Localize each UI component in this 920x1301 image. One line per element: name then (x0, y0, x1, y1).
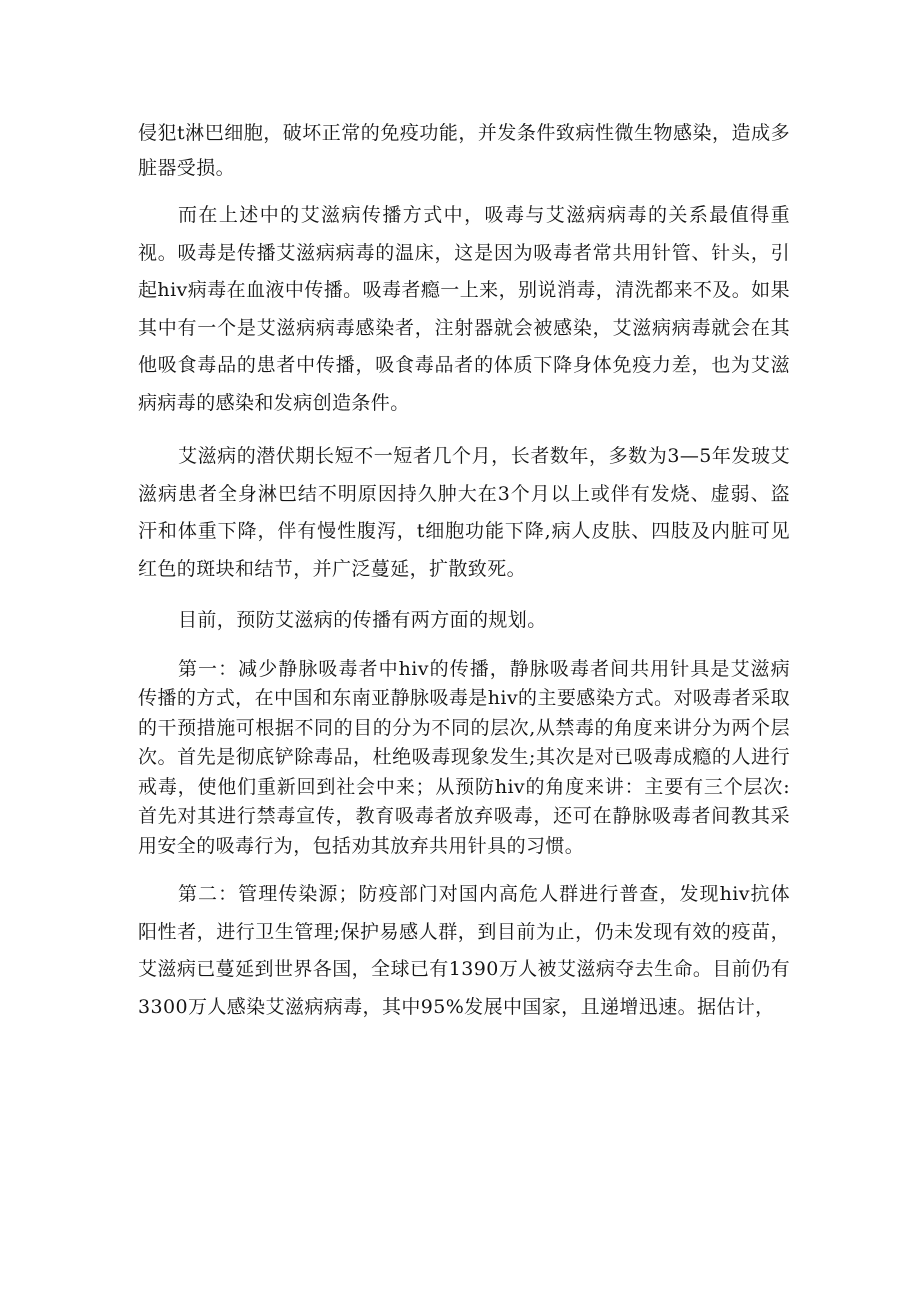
paragraph-4: 目前，预防艾滋病的传播有两方面的规划。 (178, 609, 547, 631)
paragraph-1: 侵犯t淋巴细胞，破坏正常的免疫功能，并发条件致病性微生物感染，造成多脏器受损。 (138, 122, 790, 179)
paragraph-3: 艾滋病的潜伏期长短不一短者几个月，长者数年，多数为3—5年发玻艾滋病患者全身淋巴结不明原因持久肿大在3个月以上或伴有发烧、虚弱、盗汗和体重下降，伴有慢性腹泻，t细胞功能下降,病人皮肤、四肢及内脏可见红色的斑块和结节，并广泛蔓延，扩散致死。 (138, 445, 790, 580)
paragraph-5: 第一：减少静脉吸毒者中hiv的传播，静脉吸毒者间共用针具是艾滋病传播的方式，在中国和东南亚静脉吸毒是hiv的主要感染方式。对吸毒者采取的干预措施可根据不同的目的分为不同的层次,从禁毒的角度来讲分为两个层次。首先是彻底铲除毒品，杜绝吸毒现象发生;其次是对已吸毒成瘾的人进行戒毒，使他们重新回到社会中来；从预防hiv的角度来讲：主要有三个层次:首先对其进行禁毒宣传，教育吸毒者放弃吸毒，还可在静脉吸毒者间教其采用安全的吸毒行为，包括劝其放弃共用针具的习惯。 (138, 657, 790, 857)
document-body (138, 116, 790, 1026)
paragraph-2: 而在上述中的艾滋病传播方式中，吸毒与艾滋病病毒的关系最值得重视。吸毒是传播艾滋病病毒的温床，这是因为吸毒者常共用针管、针头，引起hiv病毒在血液中传播。吸毒者瘾一上来，别说消毒，清洗都来不及。如果其中有一个是艾滋病病毒感染者，注射器就会被感染，艾滋病病毒就会在其他吸食毒品的患者中传播，吸食毒品者的体质下降身体免疫力差，也为艾滋病病毒的感染和发病创造条件。 (138, 204, 790, 414)
paragraph-6: 第二：管理传染源；防疫部门对国内高危人群进行普查，发现hiv抗体阳性者，进行卫生管理;保护易感人群，到目前为止，仍未发现有效的疫苗，艾滋病已蔓延到世界各国，全球已有1390万人被艾滋病夺去生命。目前仍有3300万人感染艾滋病病毒，其中95%发展中国家，且递增迅速。据估计， (138, 883, 790, 1018)
